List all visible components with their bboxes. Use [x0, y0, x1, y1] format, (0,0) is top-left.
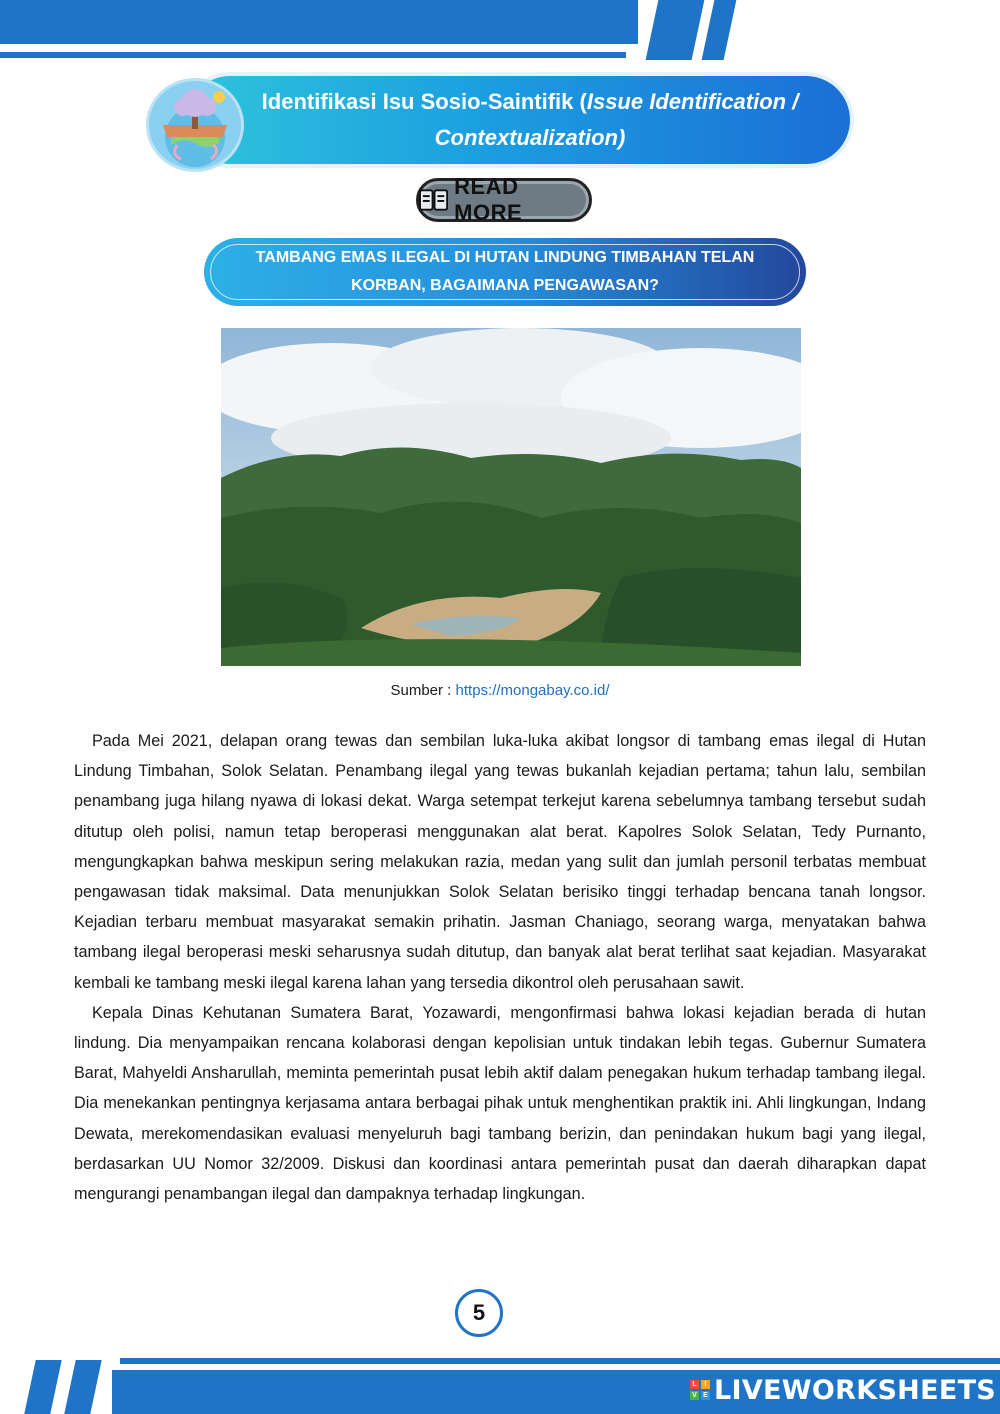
forest-mining-photo	[221, 328, 801, 666]
section-title-main: Identifikasi Isu Sosio-Saintifik (	[261, 89, 587, 114]
article-paragraph-2: Kepala Dinas Kehutanan Sumatera Barat, Yozawardi, mengonfirmasi bahwa lokasi kejadian berada di hutan lindung. Dia menyampaikan rencana kolaborasi dengan kepolisian untuk tindakan lebih tegas. Gubernur Sumatera Barat, Mahyeldi Ansharullah, meminta pemerintah pusat lebih aktif dalam penegakan hukum terhadap tambang ilegal. Dia menekankan pentingnya kerjasama antara berbagai pihak untuk menghentikan praktik ini. Ahli lingkungan, Indang Dewata, merekomendasikan evaluasi menyeluruh bagi tambang berizin, dan penindakan hukum bagi yang ilegal, berdasarkan UU Nomor 32/2009. Diskusi dan koordinasi antara pemerintah pusat dan daerah diharapkan dapat mengurangi penambangan ilegal dan dampaknya terhadap lingkungan.	[74, 1003, 926, 1204]
top-decoration-bar	[0, 0, 638, 44]
open-book-icon	[419, 188, 448, 212]
article-title	[240, 242, 770, 302]
article-title-line-2: KORBAN, BAGAIMANA PENGAWASAN?	[351, 277, 659, 294]
section-title-italic-2: Contextualization)	[434, 125, 626, 150]
section-title-italic: Issue Identification /	[586, 89, 799, 114]
logo-letter: V	[690, 1391, 699, 1400]
earth-tree-icon	[146, 78, 244, 172]
image-source-label: Sumber :	[390, 682, 456, 699]
liveworksheets-logo	[690, 1374, 996, 1406]
logo-letter: E	[701, 1391, 710, 1400]
logo-letter: L	[690, 1380, 699, 1389]
top-decoration-stripe	[702, 0, 737, 60]
page-number: 5	[455, 1289, 503, 1337]
liveworksheets-logo-text: LIVEWORKSHEETS	[714, 1374, 997, 1406]
article-body	[74, 726, 926, 1209]
article-paragraph-1: Pada Mei 2021, delapan orang tewas dan sembilan luka-luka akibat longsor di tambang emas ilegal di Hutan Lindung Timbahan, Solok Selatan. Penambang ilegal yang tewas bukanlah kejadian pertama; tahun lalu, sembilan penambang juga hilang nyawa di lokasi dekat. Warga setempat terkejut karena sebelumnya tambang tersebut sudah ditutup oleh polisi, namun tetap beroperasi menggunakan alat berat. Kapolres Solok Selatan, Tedy Purnanto, mengungkapkan bahwa meskipun sering melakukan razia, medan yang sulit dan jumlah personil terbatas membuat pengawasan tidak maksimal. Data menunjukkan Solok Selatan berisiko tinggi terhadap bencana tanah longsor. Kejadian terbaru membuat masyarakat semakin prihatin. Jasman Chaniago, seorang warga, menyatakan bahwa tambang ilegal beroperasi meski seharusnya sudah ditutup, dan banyak alat berat terlihat saat kejadian. Masyarakat kembali ke tambang meski ilegal karena lahan yang tersedia dikontrol oleh perusahaan sawit.	[74, 732, 926, 992]
image-source	[0, 682, 1000, 699]
top-decoration-stripe	[646, 0, 705, 60]
read-more-label: READ MORE	[454, 174, 523, 225]
bottom-decoration-stripe	[64, 1360, 101, 1414]
article-title-line-1: TAMBANG EMAS ILEGAL DI HUTAN LINDUNG TIMBAHAN TELAN	[255, 249, 755, 266]
read-more-badge	[416, 174, 592, 225]
top-decoration-line	[0, 52, 626, 58]
image-source-link[interactable]: https://mongabay.co.id/	[455, 682, 610, 699]
section-title	[250, 80, 810, 160]
logo-letter: I	[701, 1380, 710, 1389]
bottom-decoration-line	[120, 1358, 1000, 1364]
bottom-decoration-stripe	[24, 1360, 61, 1414]
liveworksheets-logo-mark	[690, 1380, 710, 1400]
